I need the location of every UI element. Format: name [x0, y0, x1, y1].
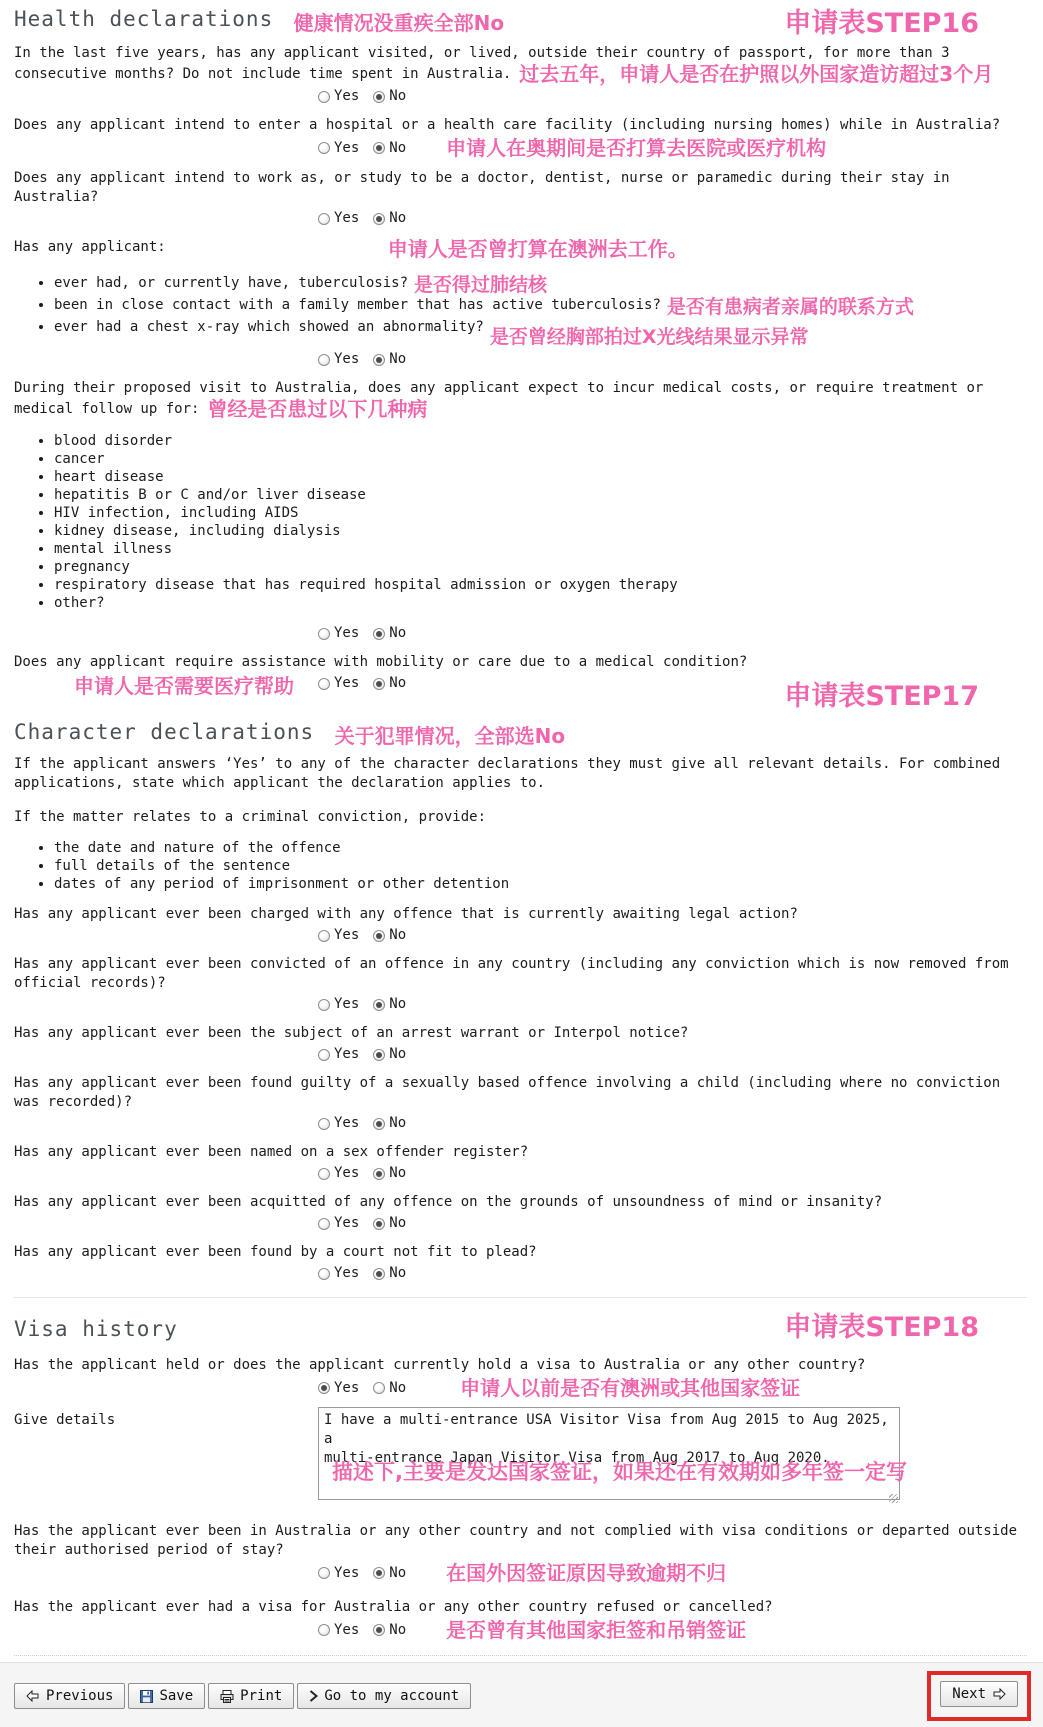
list-item [54, 839, 1027, 857]
annotation-give-details: 描述下,主要是发达国家签证，如果还在有效期如多年签一定写 [332, 1460, 907, 1484]
radio-no[interactable] [373, 1218, 385, 1230]
annotation-overstay: 在国外因签证原因导致逾期不归 [446, 1561, 727, 1585]
radio-group-convicted [14, 995, 1027, 1014]
question-medical-costs [14, 379, 1022, 420]
next-highlight-box [927, 1671, 1031, 1721]
radio-no-label: No [389, 1115, 407, 1131]
list-item [54, 294, 1027, 316]
previous-button[interactable] [14, 1683, 125, 1709]
radio-no-label: No [389, 210, 407, 226]
annotation-step16: 申请表STEP16 [784, 8, 979, 39]
visa-history-section [14, 1312, 1027, 1642]
radio-yes[interactable] [318, 354, 330, 366]
list-item [54, 450, 1027, 468]
visa-section-title: Visa history [14, 1317, 178, 1341]
radio-yes[interactable] [318, 91, 330, 103]
radio-yes[interactable] [318, 1624, 330, 1636]
list-item-text: the date and nature of the offence [54, 840, 341, 856]
print-button[interactable] [208, 1683, 294, 1709]
question-mobility-assistance [14, 653, 1022, 672]
chevron-right-icon [309, 1690, 318, 1702]
radio-no-label: No [389, 1215, 407, 1231]
arrow-left-icon [26, 1690, 40, 1702]
radio-group-arrest-warrant [14, 1045, 1027, 1064]
question-arrest-warrant [14, 1024, 1022, 1043]
question-fit-to-plead [14, 1243, 1022, 1262]
list-item [54, 522, 1027, 540]
floppy-disk-icon [140, 1690, 153, 1703]
radio-group-acquitted [14, 1214, 1027, 1233]
list-item [54, 540, 1027, 558]
radio-no[interactable] [373, 1049, 385, 1061]
question-text: Has any applicant ever been found by a court not fit to plead? [14, 1244, 537, 1260]
radio-yes[interactable] [318, 1218, 330, 1230]
go-to-my-account-button[interactable] [297, 1683, 471, 1709]
annotation-mobility-assistance: 申请人是否需要医疗帮助 [74, 674, 294, 698]
list-item-text: full details of the sentence [54, 858, 291, 874]
conditions-list [14, 432, 1027, 612]
arrow-right-icon [992, 1688, 1006, 1700]
radio-no[interactable] [373, 354, 385, 366]
annotation-tb-xray: 是否曾经胸部拍过X光线结果显示异常 [489, 326, 809, 348]
tuberculosis-list [14, 272, 1027, 348]
save-button-label: Save [159, 1688, 194, 1704]
radio-yes-label: Yes [334, 1621, 360, 1638]
give-details-textarea[interactable] [318, 1407, 900, 1500]
radio-no-label: No [389, 1165, 407, 1181]
list-item [54, 558, 1027, 576]
question-text: In the last five years, has any applicant visited, or lived, outside their country of passport, for more than 3 consecutive months? Do not include time spent in Australia. [14, 45, 950, 82]
intro-text: If the matter relates to a criminal conviction, provide: [14, 809, 487, 825]
radio-yes-label: Yes [334, 351, 360, 367]
question-text: Has any applicant ever been named on a sex offender register? [14, 1144, 529, 1160]
annotation-step17: 申请表STEP17 [784, 681, 979, 712]
previous-button-label: Previous [46, 1688, 114, 1704]
question-text: Does any applicant intend to work as, or study to be a doctor, dentist, nurse or paramedic during their stay in Australia? [14, 170, 950, 205]
question-sexual-offence [14, 1074, 1022, 1112]
radio-yes-label: Yes [334, 675, 360, 691]
radio-yes-label: Yes [334, 1265, 360, 1281]
list-item [54, 576, 1027, 594]
radio-no-label: No [389, 88, 407, 104]
list-item [54, 875, 1027, 893]
radio-yes[interactable] [318, 1268, 330, 1280]
question-text: Has any applicant ever been charged with any offence that is currently awaiting legal action? [14, 906, 798, 922]
list-item-text: respiratory disease that has required hospital admission or oxygen therapy [54, 577, 678, 593]
radio-yes-label: Yes [334, 139, 360, 156]
annotation-medical-costs: 曾经是否患过以下几种病 [207, 397, 428, 421]
radio-group-offender-register [14, 1164, 1027, 1183]
list-item [54, 857, 1027, 875]
radio-no[interactable] [373, 142, 385, 154]
list-item-text: cancer [54, 451, 105, 467]
health-declarations-section [14, 6, 1027, 712]
list-item-text: other? [54, 595, 105, 611]
give-details-row [14, 1407, 1027, 1506]
footer-toolbar [0, 1662, 1043, 1727]
radio-yes[interactable] [318, 1118, 330, 1130]
radio-yes-label: Yes [334, 1115, 360, 1131]
radio-yes-label: Yes [334, 1165, 360, 1181]
footer-divider [14, 1655, 1027, 1656]
radio-yes[interactable] [318, 213, 330, 225]
question-text: Has any applicant ever been the subject of an arrest warrant or Interpol notice? [14, 1025, 689, 1041]
radio-yes[interactable] [318, 142, 330, 154]
radio-no-label: No [389, 1379, 407, 1396]
radio-no[interactable] [373, 91, 385, 103]
annotation-tb-had: 是否得过肺结核 [414, 274, 548, 296]
radio-yes-label: Yes [334, 210, 360, 226]
radio-yes-label: Yes [334, 996, 360, 1012]
list-item-text: ever had, or currently have, tuberculosis? [54, 275, 409, 291]
radio-group-visa-held [14, 1377, 1027, 1399]
radio-yes-label: Yes [334, 1215, 360, 1231]
annotation-travel-abroad: 过去五年，申请人是否在护照以外国家造访超过3个月 [519, 62, 994, 86]
annotation-hospital: 申请人在奥期间是否打算去医院或医疗机构 [446, 136, 827, 160]
radio-no[interactable] [373, 628, 385, 640]
radio-yes[interactable] [318, 1382, 330, 1394]
question-visa-held [14, 1356, 1022, 1375]
question-text: Has any applicant ever been found guilty of a sexually based offence involving a child (including where no conviction was recorded)? [14, 1075, 1001, 1110]
footer-left-buttons [14, 1683, 471, 1709]
radio-no[interactable] [373, 999, 385, 1011]
list-item-text: heart disease [54, 469, 164, 485]
question-text: Has the applicant held or does the applicant currently hold a visa to Australia or any other country? [14, 1357, 866, 1373]
question-text: Does any applicant require assistance with mobility or care due to a medical condition? [14, 654, 748, 670]
question-text: Has any applicant ever been acquitted of any offence on the grounds of unsoundness of mind or insanity? [14, 1194, 883, 1210]
character-declarations-section [14, 719, 1027, 1283]
question-medical-work [14, 169, 1022, 207]
radio-no[interactable] [373, 213, 385, 225]
list-item-text: blood disorder [54, 433, 173, 449]
question-overstay [14, 1522, 1022, 1560]
radio-no-label: No [389, 1046, 407, 1062]
radio-yes[interactable] [318, 1567, 330, 1579]
annotation-character-title: 关于犯罪情况，全部选No [334, 724, 566, 748]
list-item-text: HIV infection, including AIDS [54, 505, 299, 521]
radio-group-hospital [14, 137, 1027, 159]
radio-no[interactable] [373, 1118, 385, 1130]
question-offender-register [14, 1143, 1022, 1162]
list-item-text: ever had a chest x-ray which showed an abnormality? [54, 319, 484, 335]
health-section-title: Health declarations [14, 7, 274, 31]
radio-yes[interactable] [318, 628, 330, 640]
question-tuberculosis-lead [14, 238, 1027, 260]
list-item-text: hepatitis B or C and/or liver disease [54, 487, 366, 503]
annotation-visa-refused: 是否曾有其他国家拒签和吊销签证 [446, 1618, 747, 1642]
radio-yes[interactable] [318, 678, 330, 690]
radio-yes-label: Yes [334, 927, 360, 943]
annotation-health-title: 健康情况没重疾全部No [293, 11, 505, 35]
radio-no-label: No [389, 927, 407, 943]
list-item [54, 468, 1027, 486]
question-travel-abroad [14, 44, 1022, 85]
list-item-text: been in close contact with a family member that has active tuberculosis? [54, 297, 661, 313]
annotation-tb-contact: 是否有患病者亲属的联系方式 [666, 296, 914, 318]
radio-no[interactable] [373, 1382, 385, 1394]
list-item [54, 504, 1027, 522]
list-item-text: kidney disease, including dialysis [54, 523, 341, 539]
give-details-field-wrap [318, 1407, 900, 1506]
radio-yes[interactable] [318, 930, 330, 942]
question-convicted [14, 955, 1022, 993]
next-button[interactable] [940, 1681, 1018, 1707]
radio-no-label: No [389, 625, 407, 641]
radio-group-visa-refused [14, 1619, 1027, 1641]
list-item [54, 316, 1027, 348]
question-text: Has the applicant ever been in Australia or any other country and not complied with visa conditions or departed outside their authorised period of stay? [14, 1523, 1018, 1558]
radio-yes-label: Yes [334, 1564, 360, 1581]
radio-yes-label: Yes [334, 1046, 360, 1062]
conviction-details-list [14, 839, 1027, 893]
question-text: Has the applicant ever had a visa for Australia or any other country refused or cancelled? [14, 1599, 773, 1615]
question-acquitted [14, 1193, 1022, 1212]
character-provide [14, 808, 1022, 827]
annotation-step18: 申请表STEP18 [784, 1312, 979, 1343]
radio-group-fit-to-plead [14, 1264, 1027, 1283]
question-charged [14, 905, 1022, 924]
radio-yes[interactable] [318, 1049, 330, 1061]
print-button-label: Print [240, 1688, 283, 1704]
radio-no-label: No [389, 996, 407, 1012]
question-text: During their proposed visit to Australia, does any applicant expect to incur medical costs, or require treatment or medical follow up for: [14, 380, 984, 417]
next-button-label: Next [952, 1686, 986, 1702]
question-text: Does any applicant intend to enter a hospital or a health care facility (including nursing homes) while in Australia? [14, 117, 1001, 133]
radio-group-tuberculosis [14, 350, 1027, 369]
go-to-my-account-label: Go to my account [324, 1688, 460, 1704]
radio-yes[interactable] [318, 1168, 330, 1180]
radio-no-label: No [389, 351, 407, 367]
list-item [54, 594, 1027, 612]
radio-group-travel-abroad [14, 87, 1027, 106]
radio-group-charged [14, 926, 1027, 945]
list-item-text: pregnancy [54, 559, 130, 575]
radio-group-sexual-offence [14, 1114, 1027, 1133]
character-intro [14, 755, 1022, 793]
question-text: Has any applicant ever been convicted of an offence in any country (including any conviction which is now removed from official records)? [14, 956, 1009, 991]
list-item-text: dates of any period of imprisonment or other detention [54, 876, 510, 892]
list-item [54, 486, 1027, 504]
list-item [54, 272, 1027, 294]
character-section-title: Character declarations [14, 720, 315, 744]
radio-no-label: No [389, 1621, 407, 1638]
radio-no[interactable] [373, 678, 385, 690]
radio-no-label: No [389, 1265, 407, 1281]
radio-yes-label: Yes [334, 88, 360, 104]
list-item [54, 432, 1027, 450]
radio-no[interactable] [373, 1268, 385, 1280]
question-text: Has any applicant: [14, 239, 166, 255]
radio-no[interactable] [373, 930, 385, 942]
question-hospital [14, 116, 1022, 135]
save-button[interactable] [128, 1683, 205, 1709]
radio-group-medical-work [14, 209, 1027, 228]
radio-yes[interactable] [318, 999, 330, 1011]
radio-no[interactable] [373, 1168, 385, 1180]
question-visa-refused [14, 1598, 1022, 1617]
radio-no[interactable] [373, 1624, 385, 1636]
radio-group-medical-costs [14, 624, 1027, 643]
printer-icon [220, 1690, 234, 1703]
give-details-label: Give details [14, 1412, 116, 1428]
stitch-seam [14, 1297, 1027, 1298]
radio-no-label: No [389, 675, 407, 691]
radio-yes-label: Yes [334, 625, 360, 641]
annotation-visa-held: 申请人以前是否有澳洲或其他国家签证 [460, 1376, 801, 1400]
radio-no-label: No [389, 1564, 407, 1581]
radio-no[interactable] [373, 1567, 385, 1579]
annotation-work-in-australia: 申请人是否曾打算在澳洲去工作。 [387, 237, 688, 261]
radio-yes-label: Yes [334, 1379, 360, 1396]
intro-text: If the applicant answers ‘Yes’ to any of the character declarations they must give all relevant details. For combined applications, state which applicant the declaration applies to. [14, 756, 1001, 791]
radio-no-label: No [389, 139, 407, 156]
radio-group-overstay [14, 1562, 1027, 1584]
list-item-text: mental illness [54, 541, 173, 557]
